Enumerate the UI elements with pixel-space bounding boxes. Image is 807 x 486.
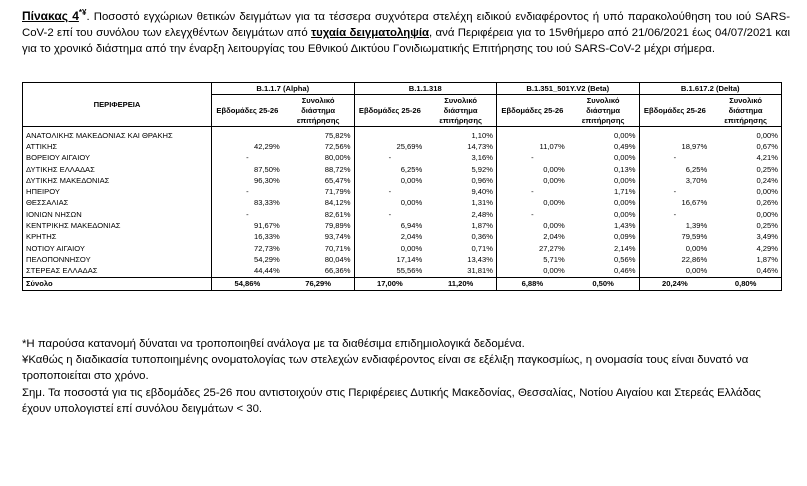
value-cell: - (497, 153, 568, 164)
region-cell: ΙΟΝΙΩΝ ΝΗΣΩΝ (23, 209, 212, 220)
table-row (23, 175, 782, 186)
variants-table (22, 82, 782, 291)
value-cell: 0,36% (471, 232, 493, 242)
notes (22, 336, 790, 417)
value-cell: 87,50% (212, 164, 283, 175)
value-cell: 80,04% (324, 254, 351, 264)
value-cell: 0,96% (471, 175, 493, 185)
caption-highlight: τυχαία δειγματοληψία (311, 27, 430, 40)
value-cell: - (212, 209, 283, 220)
value-cell: - (354, 153, 425, 164)
value-cell: 3,49% (710, 232, 781, 243)
value-cell: - (639, 153, 710, 164)
value-cell: 88,72% (324, 164, 351, 174)
sub-header-total: Συνολικό διάστημα επιτήρησης (710, 95, 781, 127)
value-cell: - (497, 186, 568, 197)
value-cell: 96,30% (212, 175, 283, 186)
value-cell: 0,46% (613, 266, 636, 276)
value-cell: 0,13% (613, 164, 636, 174)
total-cell: 76,29% (283, 277, 354, 290)
value-cell: 0,25% (710, 220, 781, 231)
value-cell: 0,00% (354, 175, 425, 186)
value-cell: 0,25% (710, 164, 781, 175)
value-cell: 17,14% (354, 254, 425, 265)
value-cell: 80,00% (324, 153, 351, 163)
table-row (23, 220, 782, 231)
value-cell: 2,04% (354, 232, 425, 243)
value-cell: 0,00% (497, 266, 568, 278)
table-row (23, 164, 782, 175)
value-cell: 79,59% (639, 232, 710, 243)
value-cell (497, 127, 568, 142)
value-cell: 0,00% (639, 243, 710, 254)
table-row (23, 232, 782, 243)
caption-label: Πίνακας 4 (22, 9, 79, 23)
value-cell: - (497, 209, 568, 220)
value-cell: 6,94% (354, 220, 425, 231)
sub-header-weeks: Εβδομάδες 25-26 (212, 95, 283, 127)
sub-header-weeks: Εβδομάδες 25-26 (639, 95, 710, 127)
table-row (23, 266, 782, 278)
value-cell: - (354, 209, 425, 220)
value-cell: 1,71% (613, 187, 636, 197)
value-cell: 3,70% (639, 175, 710, 186)
value-cell: 83,33% (212, 198, 283, 209)
value-cell: 93,74% (324, 232, 351, 242)
value-cell: 66,36% (324, 266, 351, 276)
value-cell: 1,87% (471, 221, 493, 231)
value-cell: 11,07% (497, 141, 568, 152)
note-sample-size: Σημ. Τα ποσοστά για τις εβδομάδες 25-26 που αντιστοιχούν στις Περιφέρειες Δυτικής Μακεδονίας, Θεσσαλίας, Νοτίου Αιγαίου και Στερεάς Ελλάδας έχουν υπολογιστεί επί συνόλου δειγμάτων < 30. (22, 386, 761, 415)
value-cell: 3,16% (471, 153, 493, 163)
value-cell: 1,43% (613, 221, 636, 231)
value-cell: 42,29% (212, 141, 283, 152)
value-cell: 4,29% (710, 243, 781, 254)
total-cell: 0,80% (710, 277, 781, 290)
value-cell: 0,71% (471, 243, 493, 253)
value-cell: - (212, 153, 283, 164)
value-cell: 0,00% (710, 127, 781, 142)
table-row (23, 153, 782, 164)
value-cell: - (639, 186, 710, 197)
region-cell: ΘΕΣΣΑΛΙΑΣ (23, 198, 212, 209)
value-cell: 2,14% (613, 243, 636, 253)
value-cell: 0,56% (613, 254, 636, 264)
table-row (23, 254, 782, 265)
value-cell: 16,33% (212, 232, 283, 243)
total-cell: 17,00% (354, 277, 425, 290)
table-row (23, 141, 782, 152)
region-cell: ΝΟΤΙΟΥ ΑΙΓΑΙΟΥ (23, 243, 212, 254)
region-cell: ΑΤΤΙΚΗΣ (23, 141, 212, 152)
table-row (23, 198, 782, 209)
value-cell: 54,29% (212, 254, 283, 265)
total-row (23, 277, 782, 290)
value-cell: - (354, 186, 425, 197)
value-cell: 72,56% (324, 141, 351, 151)
value-cell: 82,61% (324, 209, 351, 219)
value-cell: 70,71% (324, 243, 351, 253)
value-cell: 25,69% (354, 141, 425, 152)
value-cell: 4,21% (710, 153, 781, 164)
value-cell: 5,92% (471, 164, 493, 174)
value-cell: 9,40% (471, 187, 493, 197)
table-row (23, 186, 782, 197)
value-cell (639, 127, 710, 142)
value-cell: 0,00% (497, 220, 568, 231)
region-cell: ΗΠΕΙΡΟΥ (23, 186, 212, 197)
value-cell: 0,00% (710, 186, 781, 197)
region-cell: ΒΟΡΕΙΟΥ ΑΙΓΑΙΟΥ (23, 153, 212, 164)
total-label: Σύνολο (23, 277, 212, 290)
value-cell: 1,10% (471, 130, 493, 140)
value-cell: 79,89% (324, 221, 351, 231)
value-cell: - (212, 186, 283, 197)
value-cell: 0,00% (613, 175, 636, 185)
region-cell: ΔΥΤΙΚΗΣ ΜΑΚΕΔΟΝΙΑΣ (23, 175, 212, 186)
value-cell: 0,00% (497, 164, 568, 175)
table-row (23, 209, 782, 220)
region-header: ΠΕΡΙΦΕΡΕΙΑ (23, 83, 212, 127)
value-cell: 14,73% (467, 141, 493, 151)
sub-header-total: Συνολικό διάστημα επιτήρησης (425, 95, 496, 127)
note-nomenclature: ¥Καθώς η διαδικασία τυποποιημένης ονοματολογίας των στελεχών ενδιαφέροντος είναι σε εξέλιξη παγκοσμίως, η ονομασία τους είναι δυνατό να τροποποιείται στο χρόνο. (22, 354, 749, 383)
value-cell: 0,00% (613, 209, 636, 219)
value-cell: 55,56% (354, 266, 425, 278)
value-cell: 1,87% (710, 254, 781, 265)
value-cell: 0,00% (613, 198, 636, 208)
value-cell: 0,67% (710, 141, 781, 152)
value-cell: 22,86% (639, 254, 710, 265)
value-cell: 0,00% (613, 130, 636, 140)
value-cell: 31,81% (467, 266, 493, 276)
value-cell: 18,97% (639, 141, 710, 152)
sub-header-total: Συνολικό διάστημα επιτήρησης (283, 95, 354, 127)
group-header-alpha: B.1.1.7 (Alpha) (212, 83, 355, 95)
value-cell: 0,00% (497, 198, 568, 209)
region-cell: ΚΡΗΤΗΣ (23, 232, 212, 243)
value-cell: 0,26% (710, 198, 781, 209)
table-row (23, 127, 782, 142)
value-cell: 72,73% (212, 243, 283, 254)
value-cell: 71,79% (324, 187, 351, 197)
note-distribution: *Η παρούσα κατανομή δύναται να τροποποιηθεί ανάλογα με τα διαθέσιμα επιδημιολογικά δεδομένα. (22, 338, 525, 350)
value-cell: 2,48% (471, 209, 493, 219)
value-cell: 27,27% (497, 243, 568, 254)
value-cell: 84,12% (324, 198, 351, 208)
table-body (23, 127, 782, 278)
value-cell: 0,00% (497, 175, 568, 186)
total-cell: 54,86% (212, 277, 283, 290)
total-cell: 6,88% (497, 277, 568, 290)
value-cell: 6,25% (639, 164, 710, 175)
value-cell: 0,00% (354, 243, 425, 254)
value-cell: 91,67% (212, 220, 283, 231)
region-cell: ΔΥΤΙΚΗΣ ΕΛΛΑΔΑΣ (23, 164, 212, 175)
value-cell: 2,04% (497, 232, 568, 243)
value-cell: 6,25% (354, 164, 425, 175)
value-cell (212, 127, 283, 142)
value-cell (354, 127, 425, 142)
region-cell: ΑΝΑΤΟΛΙΚΗΣ ΜΑΚΕΔΟΝΙΑΣ ΚΑΙ ΘΡΑΚΗΣ (23, 127, 212, 142)
region-cell: ΚΕΝΤΡΙΚΗΣ ΜΑΚΕΔΟΝΙΑΣ (23, 220, 212, 231)
value-cell: 65,47% (324, 175, 351, 185)
value-cell: 0,09% (613, 232, 636, 242)
caption-text-after: , ανά Περιφέρεια για το 15νθήμερο από 21/06/2021 έως 04/07/2021 και για το χρονικό διάστημα από την έναρξη λειτουργίας του Εθνικού Δικτύου Γονιδιωματικής Επιτήρησης του ιού SARS-CoV-2 μέχρι σήμερα. (22, 27, 790, 56)
caption-text-before: . Ποσοστό εγχώριων θετικών δειγμάτων για τα τέσσερα συχνότερα στελέχη ειδικού ενδιαφέροντος ή υπό παρακολούθηση του ιού SARS-CoV-2 επί του συνόλου των ελεγχθέντων δειγμάτων από (22, 11, 790, 40)
group-header-b11318: B.1.1.318 (354, 83, 497, 95)
table-caption (22, 8, 790, 58)
value-cell: 0,00% (639, 266, 710, 278)
value-cell: 0,00% (710, 209, 781, 220)
value-cell: 16,67% (639, 198, 710, 209)
group-header-beta: B.1.351_501Y.V2 (Beta) (497, 83, 640, 95)
total-cell: 20,24% (639, 277, 710, 290)
total-cell: 0,50% (568, 277, 639, 290)
value-cell: 0,00% (354, 198, 425, 209)
total-cell: 11,20% (425, 277, 496, 290)
region-cell: ΣΤΕΡΕΑΣ ΕΛΛΑΔΑΣ (23, 266, 212, 278)
sub-header-weeks: Εβδομάδες 25-26 (497, 95, 568, 127)
table-row (23, 243, 782, 254)
value-cell: 1,39% (639, 220, 710, 231)
value-cell: 5,71% (497, 254, 568, 265)
caption-label-marks: *¥ (78, 8, 87, 18)
value-cell: 0,24% (710, 175, 781, 186)
value-cell: 13,43% (467, 254, 493, 264)
sub-header-weeks: Εβδομάδες 25-26 (354, 95, 425, 127)
value-cell: 0,49% (613, 141, 636, 151)
value-cell: 75,82% (324, 130, 351, 140)
sub-header-total: Συνολικό διάστημα επιτήρησης (568, 95, 639, 127)
value-cell: 1,31% (471, 198, 493, 208)
group-header-delta: B.1.617.2 (Delta) (639, 83, 782, 95)
region-cell: ΠΕΛΟΠΟΝΝΗΣΟΥ (23, 254, 212, 265)
value-cell: 0,46% (710, 266, 781, 278)
value-cell: 0,00% (613, 153, 636, 163)
value-cell: - (639, 209, 710, 220)
value-cell: 44,44% (212, 266, 283, 278)
